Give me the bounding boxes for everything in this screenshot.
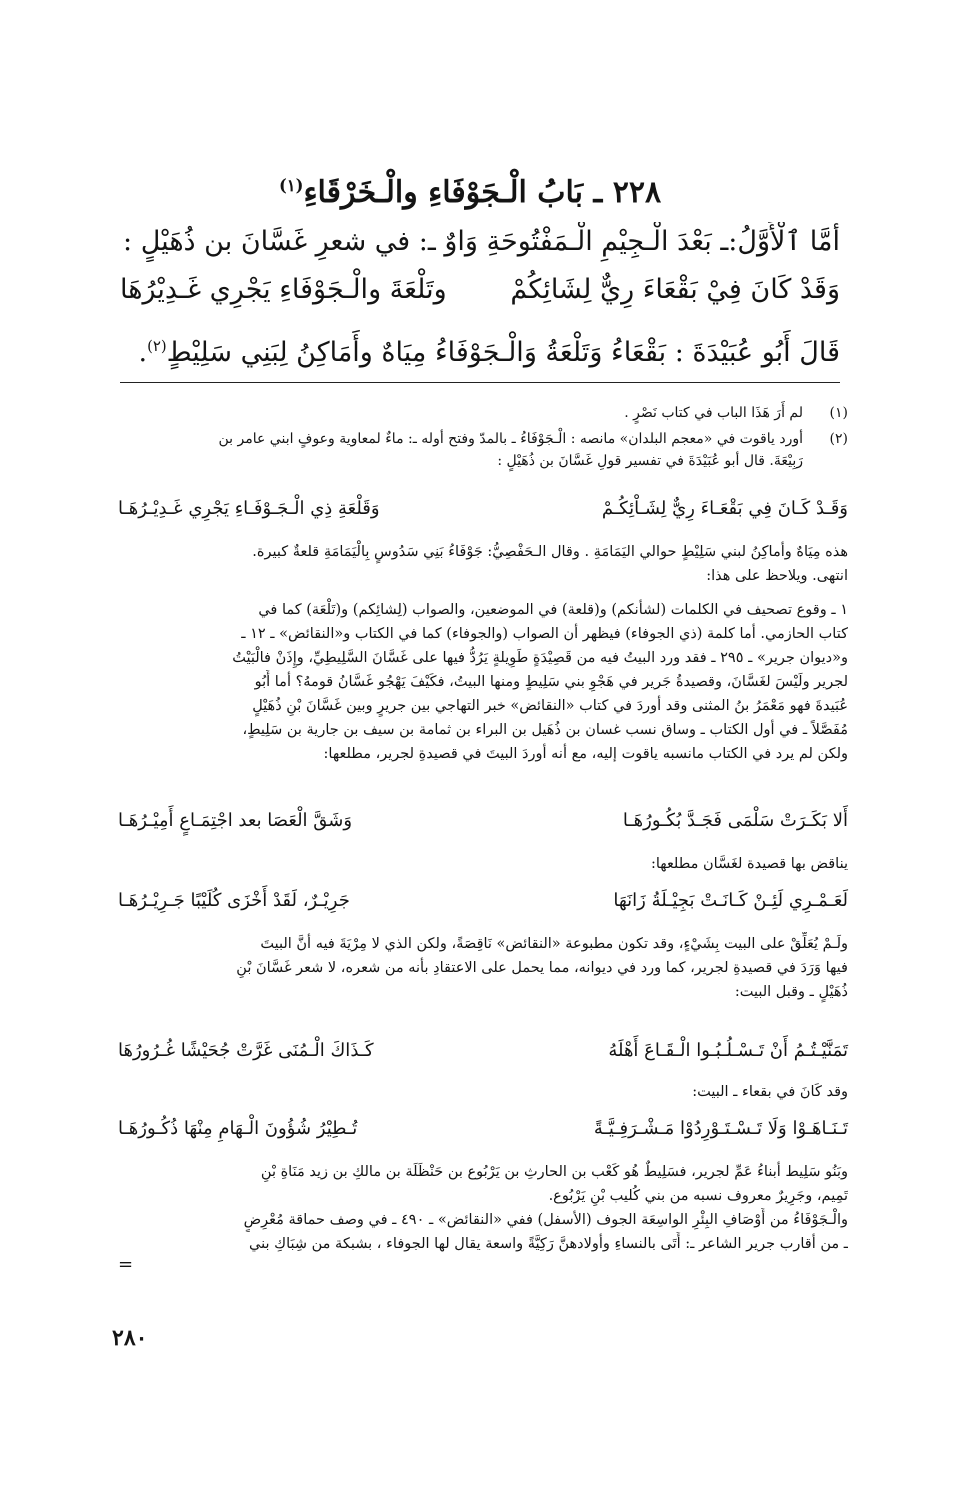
main-line-3 bbox=[120, 326, 840, 373]
paragraph-2 bbox=[118, 598, 848, 766]
paragraph-line: هذه مِيَاهٌ وأماكِنُ لبني سَلِيْطٍ حوالي اليَمَامَةِ . وقال الـحَفْصِيُّ: جَوْفَاءُ بَنِي سَدُوسٍ بِالْيَمَامَةِ قلعةٌ كبيرة. bbox=[252, 544, 848, 560]
paragraph-3 bbox=[118, 852, 848, 876]
verse-3-second-hemistich: وَشَقَّ الْعَصَا بعد اجْتِمَـاعٍ أَمِيْـرُهَـا bbox=[118, 810, 353, 831]
paragraph-line: كتاب الحازمي. أما كلمة (ذي الجوفاء) فيظهر أن الصواب (والجوفاء) كما في الكتاب و«النقائض» ـ ١٢ ـ bbox=[241, 626, 848, 642]
chapter-title bbox=[180, 166, 760, 213]
paragraph-line: وقد كَانَ في بقعاء ـ البيت: bbox=[692, 1084, 848, 1100]
main-line-3-end: . bbox=[138, 337, 148, 368]
verse-2-first-hemistich: وَقَـدْ كَـانَ فِي بَقْعَـاءَ رِيٌّ لِشَـاْئِكُـمْ bbox=[601, 498, 848, 519]
paragraph-line: فيها وَرَدَ في قصيدةِ لجرير، كما ورد في ديوانه، مما يحمل على الاعتقادِ بأنه من شعره، لا شعر غَسَّانَ بْنِ bbox=[236, 960, 848, 976]
paragraph-line: يناقض بها قصيدة لغَسَّان مطلعها: bbox=[650, 856, 848, 872]
verse-3 bbox=[118, 806, 848, 836]
paragraph-line: وبَنُو سَلِيط أبناءُ عَمِّ لجرير، فسَلِيطٌ هُو كَعْب بن الحارثِ بن يَرْبُوع بن حَنْظَلَة بن مالكِ بن زيد مَنَاةِ بْنِ bbox=[260, 1164, 848, 1180]
verse-5-first-hemistich: تَمَنَّيْـتُـمُ أَنْ تَـسْـلُـبُـوا الْـقَـاعَ أَهْلَهُ bbox=[608, 1040, 848, 1061]
main-verse-second-hemistich: وتَلْعَةَ والْـجَوْفَاءِ يَجْرِي غَـدِيْرُهَا bbox=[120, 274, 447, 305]
paragraph-line: والْـجَوْفَاءُ من أَوْصَافِ البِئْرِ الواسِعَة الجوف (الأسفل) ففي «النقائض» ـ ٤٩٠ ـ في وصف حماقة مُعْرِضٍ bbox=[243, 1212, 848, 1228]
footnote-1 bbox=[118, 402, 848, 424]
paragraph-line: عُبَيدةَ فهو مَعْمَرُ بنُ المثنى وقد أوردَ في كتاب «النقائض» خبر التهاجي بين جريرٍ وبين غَسَّانَ بْنِ ذُهَيْلٍ bbox=[252, 698, 848, 714]
paragraph-4 bbox=[118, 932, 848, 1004]
paragraph-line: تَمِيم، وجَرِيرٌ معروف نسبه من بني كُليب بْنِ يَرْبُوع. bbox=[548, 1188, 848, 1204]
footnote-separator bbox=[120, 382, 840, 383]
paragraph-line: ولَـمْ يُعَلِّقْ على البيت بِشَيْءٍ، وقد تكون مطبوعة «النقائض» نَاقِصَةً، ولكن الذي لا مِرْيَةَ فيه أنَّ البيتَ bbox=[260, 936, 848, 952]
paragraph-line: مُفَصَّلاً ـ في أول الكتاب ـ وساق نسب غسان بن ذُهَيل بن البراء بن ثمامة بن سيف بن جارية بن سَلِيطٍ، bbox=[242, 722, 848, 738]
paragraph-line: ـ من أقارب جرير الشاعر ـ: أَتَى بالنساءِ وأولادهنَّ رَكِيَّةً واسعة يقال لها الجوفاء ، بشبكة من شِبَاكِ بني bbox=[249, 1236, 848, 1252]
paragraph-1 bbox=[118, 540, 848, 588]
paragraph-5 bbox=[118, 1080, 848, 1104]
verse-4-first-hemistich: لَعَـمْـرِي لَئِـنْ كَـانَـتْ بَجِيْـلَةُ زَانَهَا bbox=[613, 890, 848, 911]
footnote-2-line-2: رَبِيْعَةَ. قال أبو عُبَيْدَةَ في تفسير قولِ غَسَّانَ بن ذُهَيْلٍ : bbox=[497, 453, 803, 469]
main-verse bbox=[120, 268, 840, 312]
page-number: ٢٨٠ bbox=[112, 1325, 148, 1351]
verse-6-first-hemistich: تَـنَـاهَـوْا وَلَا تَـسْـتَـوْرِدُوْا مَـشْـرَفِـيَّـةً bbox=[593, 1118, 848, 1139]
chapter-title-ref: (١) bbox=[278, 176, 304, 195]
verse-5-second-hemistich: كَـذَاكَ الْـمُنَى غَرَّتْ جُحَيْشًا غُـرُورُهَا bbox=[118, 1040, 374, 1061]
verse-3-first-hemistich: أَلا بَكَـرَتْ سَلْمَى فَجَـدَّ بُكُـورُهَـا bbox=[622, 810, 848, 831]
footnote-2-line-1: أورد ياقوت في «معجم البلدان» مانصه : الْـجَوْفَاءُ ـ بالمدّ وفتح أوله ـ: ماءٌ لمعاوية وعوفٍ ابني عامر بن bbox=[218, 431, 803, 447]
verse-2-second-hemistich: وَقَلْعَةِ ذِي الْـجَـوْفَـاءِ يَجْرِي غَـدِيْـرُهَـا bbox=[118, 498, 380, 519]
paragraph-line: ١ ـ وقوع تصحيف في الكلمات (لشأنكم) و(قلعة) في الموضعين، والصواب (لِشائِكم) و(تَلْعَة) كما في bbox=[258, 602, 848, 618]
continuation-mark: = bbox=[118, 1254, 134, 1275]
paragraph-line: ولكن لم يرد في الكتاب مانسبه ياقوت إليه، مع أنه أوردَ البيتَ في قصيدةِ لجرير، مطلعها: bbox=[323, 746, 848, 762]
verse-6-second-hemistich: تُـطِيْرُ شُؤُونَ الْـهَامِ مِنْهَا ذُكُـورُهَـا bbox=[118, 1118, 358, 1139]
verse-6 bbox=[118, 1114, 848, 1144]
paragraph-6 bbox=[118, 1160, 848, 1256]
footnote-1-text: لم أَرَ هَذَا الباب في كتاب نَصْرٍ . bbox=[624, 405, 803, 421]
verse-5 bbox=[118, 1036, 848, 1066]
verse-2 bbox=[118, 494, 848, 524]
paragraph-line: انتهى. ويلاحظ على هذا: bbox=[706, 568, 848, 584]
main-line-3-ref: (٢) bbox=[147, 337, 167, 355]
main-verse-first-hemistich: وَقَدْ كَانَ فِيْ بَقْعَاءَ رِيٌّ لِشَائِكُمْ bbox=[510, 274, 840, 305]
paragraph-line: ذُهَيْلٍ ـ وقبل البيت: bbox=[734, 984, 848, 1000]
verse-4-second-hemistich: جَرِيْـرٌ، لَقَدْ أَخْزَى كُلَيْبًا جَـرِيْـرُهَـا bbox=[118, 890, 350, 911]
chapter-title-text: ٢٢٨ ـ بَابُ الْـجَوْفَاءِ والْـخَرْقَاءِ bbox=[303, 175, 662, 210]
footnote-1-number: (١) bbox=[829, 405, 848, 421]
paragraph-line: لجرير ولَيْسَ لغَسَّانَ، وقصيدةُ جَرير في هَجْوِ بني سَلِيطٍ ومنها البيتُ، فكَيْفَ يَهْجُو غَسَّانُ قومهُ؟ أما أَبُو bbox=[254, 674, 848, 690]
main-line-1: أَمَّا ٱلْأَوَّلُ:ـ بَعْدَ الْـجِيْمِ الْـمَفْتُوحَةِ وَاوٌ ـ: في شعرِ غَسَّانَ بن ذُهَيْلٍ : bbox=[123, 226, 840, 257]
footnote-2-number: (٢) bbox=[829, 431, 848, 447]
verse-4 bbox=[118, 886, 848, 916]
paragraph-line: و«ديوان جرير» ـ ٢٩٥ ـ فقد ورد البيتُ فيه من قَصِيْدَةٍ طَوِيلةٍ يَرُدُّ فيها على غَسَّانَ السَّلِيطِيِّ، وإِذَنْ فالْبَيْتُ bbox=[232, 650, 848, 666]
footnote-2 bbox=[118, 428, 848, 472]
main-line-3-text: قَالَ أَبُو عُبَيْدَةَ : بَقْعَاءُ وَتَلْعَةُ وَالْـجَوْفَاءُ مِيَاهٌ وأَمَاكِنُ لِبَنِي سَلِيْطٍ bbox=[166, 337, 840, 368]
